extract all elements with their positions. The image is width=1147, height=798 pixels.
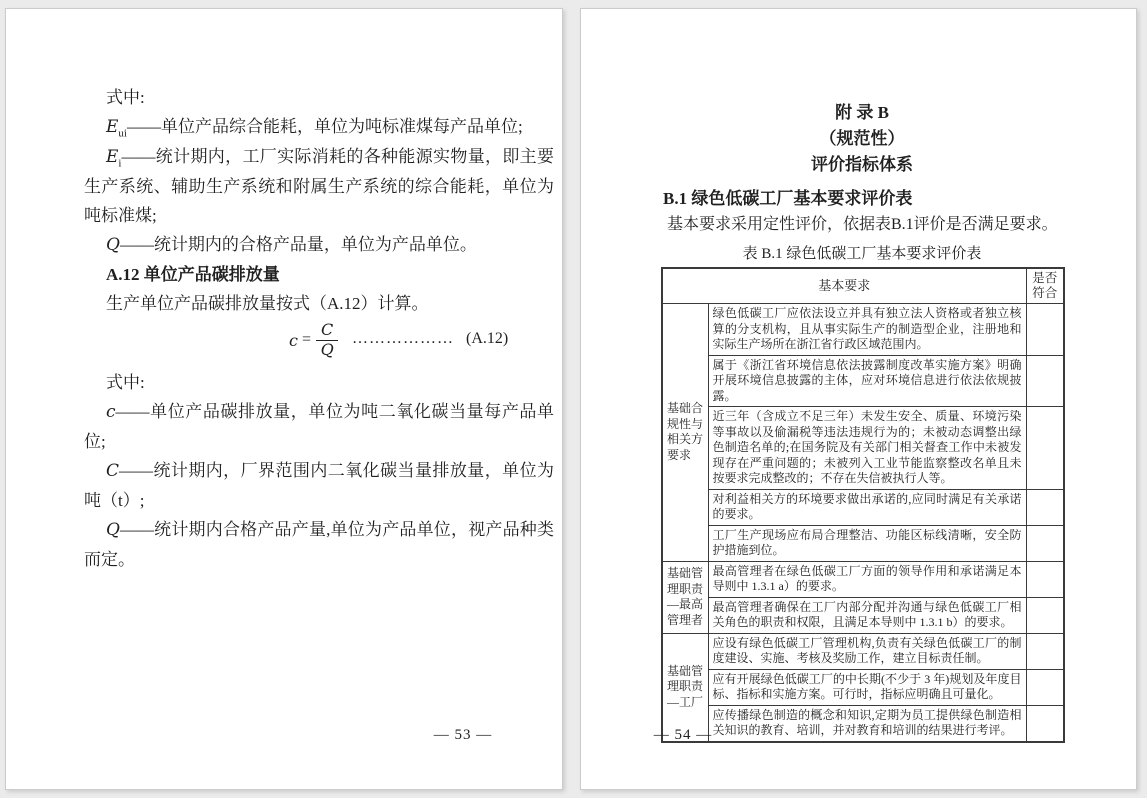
table-row (662, 597, 1064, 633)
definition-text: ——统计期内，工厂实际消耗的各种能源实物量，即主要生产系统、辅助生产系统和附属生产系统的综合能耗，单位为吨标准煤; (84, 147, 554, 225)
compliance-cell (1026, 304, 1064, 356)
table-row (662, 355, 1064, 407)
compliance-cell (1026, 633, 1064, 669)
formula-fraction (316, 322, 338, 359)
definition-text: ——单位产品碳排放量，单位为吨二氧化碳当量每产品单位; (84, 402, 554, 451)
paragraph-shizhong-1: 式中: (106, 88, 145, 107)
compliance-cell (1026, 705, 1064, 742)
var-symbol: E (106, 117, 119, 137)
formula-number-label: (A.12) (466, 330, 509, 347)
requirement-cell: 最高管理者确保在工厂内部分配并沟通与绿色低碳工厂相关角色的职责和权限，且满足本导则中 1.3.1 b）的要求。 (708, 597, 1026, 633)
requirement-cell: 应有开展绿色低碳工厂的中长期(不少于 3 年)规划及年度目标、指标和实施方案。可行时，指标应明确且可量化。 (708, 669, 1026, 705)
formula-expression (289, 322, 338, 359)
section-b1-intro: 基本要求采用定性评价，依据表B.1评价是否满足要求。 (667, 216, 1058, 233)
var-symbol: Q (106, 235, 120, 255)
requirement-cell: 最高管理者在绿色低碳工厂方面的领导作用和承诺满足本导则中 1.3.1 a）的要求。 (708, 561, 1026, 597)
table-row (662, 489, 1064, 525)
table-row (662, 669, 1064, 705)
definition-q1 (84, 230, 554, 260)
requirement-cell: 近三年（含成立不足三年）未发生安全、质量、环境污染等事故以及偷漏税等违法违规行为的；未被动态调整出绿色制造名单的;在国务院及有关部门相关督查工作中未被发现存在严重问题的；未被列入工业节能监察整改名单且未按要求完成整改的；不存在失信被执行人等。 (708, 407, 1026, 490)
table-row (662, 633, 1064, 669)
table-row (662, 525, 1064, 561)
var-subscript: ui (118, 127, 127, 140)
formula-equals: = (301, 331, 311, 349)
var-symbol: Q (106, 520, 120, 540)
page-54-content (653, 101, 1063, 743)
definition-eui (84, 112, 554, 142)
requirement-cell: 应设有绿色低碳工厂管理机构,负责有关绿色低碳工厂的制度建设、实施、考核及奖励工作，建立目标责任制。 (708, 633, 1026, 669)
table-row (662, 705, 1064, 742)
var-symbol: c (106, 402, 116, 422)
compliance-cell (1026, 669, 1064, 705)
table-b1-caption: 表 B.1 绿色低碳工厂基本要求评价表 (742, 246, 982, 262)
table-b1 (661, 267, 1065, 743)
definition-text: ——统计期内的合格产品量，单位为产品单位。 (119, 235, 477, 254)
definition-text: ——统计期内，厂界范围内二氧化碳当量排放量，单位为吨（t）; (84, 461, 554, 510)
definition-text: ——统计期内合格产品产量,单位为产品单位，视产品种类而定。 (84, 520, 554, 569)
formula-dot-leader: ……………… (352, 330, 454, 347)
definition-c-upper (84, 456, 554, 515)
category-factory-management: 基础管理职责—工厂 (662, 633, 708, 742)
requirement-cell: 工厂生产现场应布局合理整洁、功能区标线清晰，安全防护措施到位。 (708, 525, 1026, 561)
compliance-cell (1026, 489, 1064, 525)
var-symbol: E (106, 147, 119, 167)
definition-text: ——单位产品综合能耗，单位为吨标准煤每产品单位; (126, 117, 523, 136)
var-subscript: i (118, 157, 122, 170)
table-row (662, 561, 1064, 597)
requirement-cell: 应传播绿色制造的概念和知识,定期为员工提供绿色制造相关知识的教育、培训，并对教育和培训的结果进行考评。 (708, 705, 1026, 742)
requirement-cell: 属于《浙江省环境信息依法披露制度改革实施方案》明确开展环境信息披露的主体，应对环境信息进行依法依规披露。 (708, 355, 1026, 407)
fraction-numerator: C (316, 322, 338, 341)
page-number-53: — 53 — (433, 727, 493, 743)
formula-a12 (84, 320, 554, 366)
formula-lhs: c (289, 330, 298, 350)
requirement-cell: 绿色低碳工厂应依法设立并具有独立法人资格或者独立核算的分支机构，且从事实际生产的制造型企业，注册地和实际生产场所在浙江省行政区域范围内。 (708, 304, 1026, 356)
definition-ei (84, 142, 554, 230)
section-heading-b1: B.1 绿色低碳工厂基本要求评价表 (663, 189, 913, 208)
section-heading-a12: A.12 单位产品碳排放量 (106, 265, 280, 284)
compliance-cell (1026, 355, 1064, 407)
paragraph-formula-intro: 生产单位产品碳排放量按式（A.12）计算。 (106, 294, 429, 313)
header-compliance: 是否符合 (1026, 268, 1064, 304)
appendix-label: 附 录 B (835, 103, 889, 122)
requirement-cell: 对利益相关方的环境要求做出承诺的,应同时满足有关承诺的要求。 (708, 489, 1026, 525)
table-row (662, 407, 1064, 490)
compliance-cell (1026, 407, 1064, 490)
table-header-row (662, 268, 1064, 304)
var-symbol: C (106, 461, 120, 481)
page-number-54: — 54 — (653, 727, 713, 743)
appendix-normative: （规范性） (819, 129, 905, 148)
page-53 (5, 8, 563, 790)
appendix-title: 评价指标体系 (811, 155, 913, 174)
paragraph-shizhong-2: 式中: (106, 373, 145, 392)
category-basic-compliance: 基础合规性与相关方要求 (662, 304, 708, 562)
fraction-denominator: Q (320, 339, 334, 359)
header-basic-requirements: 基本要求 (662, 268, 1026, 304)
definition-q2 (84, 515, 554, 574)
compliance-cell (1026, 597, 1064, 633)
compliance-cell (1026, 561, 1064, 597)
table-row (662, 304, 1064, 356)
compliance-cell (1026, 525, 1064, 561)
definition-c-lower (84, 397, 554, 456)
category-top-management: 基础管理职责—最高管理者 (662, 561, 708, 633)
page-54 (580, 8, 1137, 790)
